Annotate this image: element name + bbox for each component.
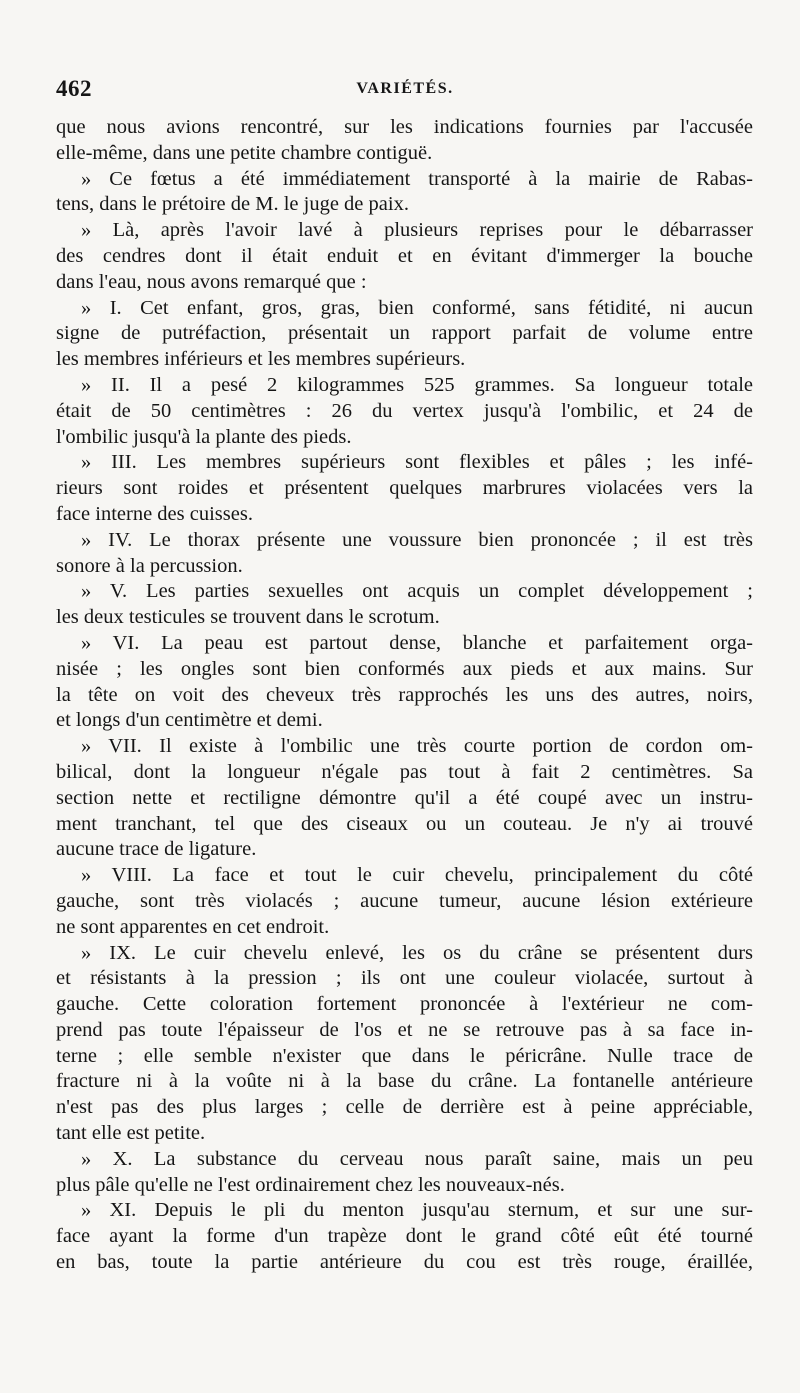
text-line: prend pas toute l'épaisseur de l'os et ne se retrouve pas à sa face in- [56,1018,753,1041]
text-line: plus pâle qu'elle ne l'est ordinairement chez les nouveaux-nés. [56,1173,565,1196]
text-line: » XI. Depuis le pli du menton jusqu'au sternum, et sur une sur- [81,1199,753,1222]
text-line: n'est pas des plus larges ; celle de derrière est à peine appréciable, [56,1096,753,1119]
text-line: et résistants à la pression ; ils ont une couleur violacée, surtout à [56,967,753,990]
text-line: gauche. Cette coloration fortement prononcée à l'extérieur ne com- [56,993,753,1016]
text-line: terne ; elle semble n'exister que dans le péricrâne. Nulle trace de [56,1044,753,1067]
text-line: signe de putréfaction, présentait un rapport parfait de volume entre [56,322,753,345]
text-line: » IV. Le thorax présente une voussure bien prononcée ; il est très [81,528,753,551]
text-line: » X. La substance du cerveau nous paraît saine, mais un peu [81,1147,753,1170]
text-line: et longs d'un centimètre et demi. [56,709,323,732]
text-line: était de 50 centimètres : 26 du vertex jusqu'à l'ombilic, et 24 de [56,399,753,422]
text-line: sonore à la percussion. [56,554,243,577]
text-line: en bas, toute la partie antérieure du cou est très rouge, éraillée, [56,1251,753,1274]
text-line: rieurs sont roides et présentent quelques marbrures violacées vers la [56,477,753,500]
text-line: face ayant la forme d'un trapèze dont le grand côté eût été tourné [56,1225,753,1248]
text-line: section nette et rectiligne démontre qu'il a été coupé avec un instru- [56,786,753,809]
text-line: des cendres dont il était enduit et en évitant d'immerger la bouche [56,244,753,267]
text-line: » III. Les membres supérieurs sont flexibles et pâles ; les infé- [81,451,753,474]
text-line: tant elle est petite. [56,1122,206,1145]
text-line: » VII. Il existe à l'ombilic une très courte portion de cordon om- [81,735,753,758]
text-line: dans l'eau, nous avons remarqué que : [56,270,367,293]
text-line: tens, dans le prétoire de M. le juge de paix. [56,193,409,216]
text-line: ne sont apparentes en cet endroit. [56,915,330,938]
text-line: » Là, après l'avoir lavé à plusieurs reprises pour le débarrasser [81,219,753,242]
text-line: ment tranchant, tel que des ciseaux ou un couteau. Je n'y ai trouvé [56,812,753,835]
text-line: » IX. Le cuir chevelu enlevé, les os du crâne se présentent durs [81,941,753,964]
body-text [56,115,753,1276]
text-line: » V. Les parties sexuelles ont acquis un complet développement ; [81,580,753,603]
page-header [56,76,754,102]
text-line: elle-même, dans une petite chambre contiguë. [56,141,433,164]
text-line: fracture ni à la voûte ni à la base du crâne. La fontanelle antérieure [56,1070,753,1093]
text-line: que nous avions rencontré, sur les indications fournies par l'accusée [56,116,753,138]
text-line: » VI. La peau est partout dense, blanche et parfaitement orga- [81,631,753,654]
text-line: bilical, dont la longueur n'égale pas tout à fait 2 centimètres. Sa [56,760,753,783]
text-line: les deux testicules se trouvent dans le scrotum. [56,606,440,629]
text-line: » I. Cet enfant, gros, gras, bien conformé, sans fétidité, ni aucun [81,296,753,319]
text-line: les membres inférieurs et les membres supérieurs. [56,348,466,371]
text-line: » Ce fœtus a été immédiatement transporté à la mairie de Rabas- [81,167,753,190]
text-line: la tête on voit des cheveux très rapprochés les uns des autres, noirs, [56,683,753,706]
text-line: gauche, sont très violacés ; aucune tumeur, aucune lésion extérieure [56,889,753,912]
text-line: nisée ; les ongles sont bien conformés aux pieds et aux mains. Sur [56,657,753,680]
text-line: face interne des cuisses. [56,502,253,525]
text-line: » II. Il a pesé 2 kilogrammes 525 grammes. Sa longueur totale [81,373,753,396]
text-line: aucune trace de ligature. [56,838,257,861]
text-line: l'ombilic jusqu'à la plante des pieds. [56,425,352,448]
page-number: 462 [56,76,92,101]
text-line: » VIII. La face et tout le cuir chevelu, principalement du côté [81,864,753,887]
running-head: VARIÉTÉS. [356,80,454,97]
